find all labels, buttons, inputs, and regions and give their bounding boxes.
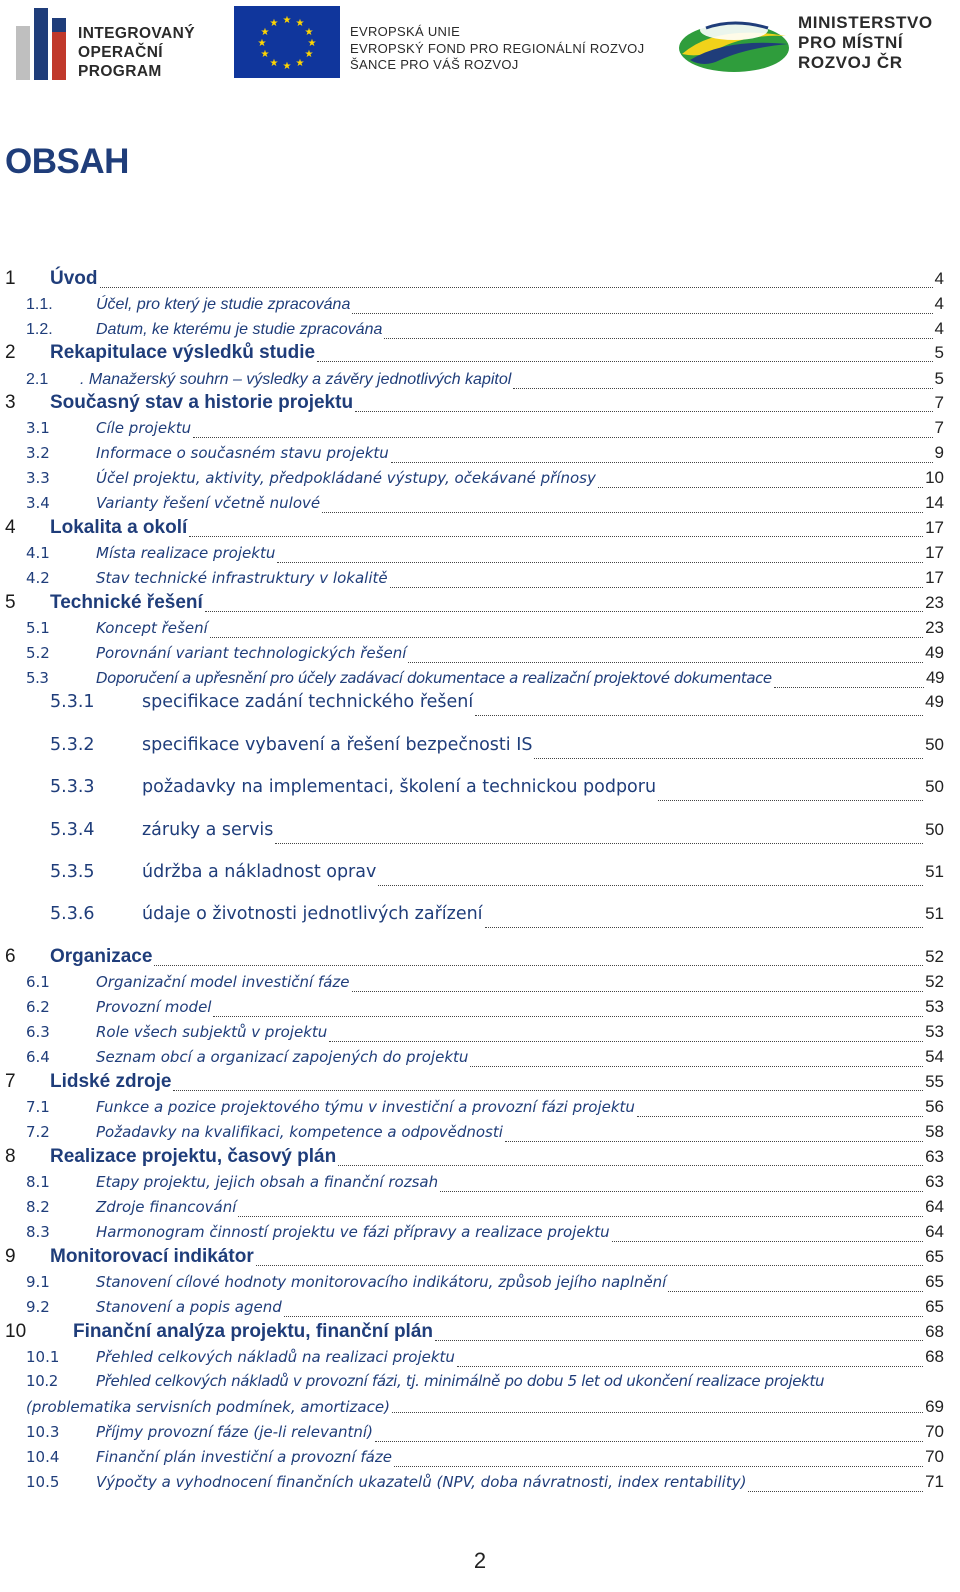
toc-title: Datum, ke kterému je studie zpracována	[96, 321, 383, 338]
toc-number: 6.2	[26, 998, 50, 1016]
toc-number: 2	[5, 342, 16, 363]
toc-title: údržba a nákladnost oprav	[142, 862, 377, 882]
toc-entry-8-1[interactable]	[0, 1172, 944, 1196]
eu-logo-text	[350, 24, 644, 74]
toc-entry-5-3-4[interactable]	[0, 820, 944, 848]
toc-page-number: 5	[934, 343, 944, 362]
toc-title: specifikace zadání technického řešení	[142, 692, 474, 712]
toc-page-number: 51	[925, 904, 944, 923]
svg-text:★: ★	[307, 38, 317, 49]
mmr-line-2: PRO MÍSTNÍ	[798, 33, 904, 52]
toc-number: 10.4	[26, 1448, 60, 1466]
toc-title: specifikace vybavení a řešení bezpečnosti IS	[142, 735, 533, 755]
toc-entry-4[interactable]	[0, 517, 944, 541]
toc-entry-5-3[interactable]	[0, 668, 944, 692]
toc-title: Cíle projektu	[96, 419, 192, 437]
toc-entry-10-5[interactable]	[0, 1472, 944, 1496]
toc-entry-5-3-5[interactable]	[0, 862, 944, 890]
toc-leader	[173, 1090, 923, 1091]
toc-number: 10	[5, 1321, 27, 1342]
svg-text:★: ★	[260, 27, 270, 38]
toc-page-number: 50	[925, 820, 944, 839]
toc-leader	[440, 1191, 923, 1192]
toc-leader	[384, 338, 932, 339]
toc-number: 5.3.1	[50, 692, 95, 712]
svg-text:★: ★	[282, 61, 292, 72]
toc-title: Porovnání variant technologických řešení	[96, 644, 407, 662]
iop-line-1: INTEGROVANÝ	[78, 25, 195, 42]
toc-entry-10-2[interactable]	[0, 1372, 944, 1422]
header-logos	[0, 0, 960, 90]
toc-leader	[338, 1165, 923, 1166]
toc-leader	[375, 1441, 923, 1442]
toc-leader	[470, 1066, 923, 1067]
toc-leader	[378, 885, 923, 886]
toc-entry-5-3-6[interactable]	[0, 904, 944, 932]
toc-number: 3.4	[26, 494, 50, 512]
toc-title: Lidské zdroje	[50, 1071, 172, 1092]
toc-page-number: 50	[925, 777, 944, 796]
toc-page-number: 4	[934, 319, 944, 338]
toc-number: 7.1	[26, 1098, 50, 1116]
iop-logo	[16, 8, 216, 80]
toc-entry-5-2[interactable]	[0, 643, 944, 667]
toc-entry-5[interactable]	[0, 592, 944, 616]
toc-page-number: 55	[925, 1072, 944, 1091]
toc-entry-5-3-3[interactable]	[0, 777, 944, 805]
toc-leader	[534, 758, 923, 759]
toc-page-number: 4	[934, 294, 944, 313]
toc-page-number: 51	[925, 862, 944, 881]
toc-page-number: 69	[925, 1397, 944, 1416]
toc-page-number: 70	[925, 1447, 944, 1466]
toc-title: Úvod	[50, 268, 98, 289]
toc-leader	[210, 637, 923, 638]
toc-entry-1[interactable]	[0, 268, 944, 292]
toc-entry-2[interactable]	[0, 342, 944, 366]
toc-page-number: 23	[925, 593, 944, 612]
toc-entry-5-1[interactable]	[0, 618, 944, 642]
toc-entry-3[interactable]	[0, 392, 944, 416]
toc-entry-5-3-1[interactable]	[0, 692, 944, 720]
toc-entry-3-1[interactable]	[0, 418, 944, 442]
toc-number: 1.1.	[26, 296, 53, 313]
toc-number: 4	[5, 517, 16, 538]
toc-leader	[322, 512, 923, 513]
toc-number: 3	[5, 392, 16, 413]
toc-leader	[513, 388, 932, 389]
toc-page-number: 4	[934, 269, 944, 288]
toc-entry-7-1[interactable]	[0, 1097, 944, 1121]
toc-leader	[355, 411, 932, 412]
toc-title: Role všech subjektů v projektu	[96, 1023, 328, 1041]
toc-entry-8[interactable]	[0, 1146, 944, 1170]
toc-leader	[284, 1316, 923, 1317]
toc-title: Finanční plán investiční a provozní fáze	[96, 1448, 392, 1466]
toc-title: údaje o životnosti jednotlivých zařízení	[142, 904, 483, 924]
iop-logo-icon	[16, 8, 72, 80]
toc-number: 8.2	[26, 1198, 50, 1216]
toc-title: Přehled celkových nákladů v provozní fázi, tj. minimálně po dobu 5 let od ukončení realizace projektu	[96, 1372, 825, 1390]
toc-number: 9.1	[26, 1273, 50, 1291]
toc-title: Funkce a pozice projektového týmu v investiční a provozní fázi projektu	[96, 1098, 635, 1116]
toc-title: požadavky na implementaci, školení a technickou podporu	[142, 777, 657, 797]
toc-number: 10.3	[26, 1423, 60, 1441]
toc-page-number: 17	[925, 568, 944, 587]
toc-leader	[189, 536, 923, 537]
toc-page-number: 7	[934, 418, 944, 437]
toc-title: Příjmy provozní fáze (je-li relevantní)	[96, 1423, 373, 1441]
toc-leader	[505, 1141, 923, 1142]
toc-entry-1-1[interactable]	[0, 294, 944, 318]
toc-title: . Manažerský souhrn – výsledky a závěry jednotlivých kapitol	[80, 371, 512, 388]
toc-leader	[485, 927, 924, 928]
toc-number: 3.2	[26, 444, 50, 462]
toc-title: záruky a servis	[142, 820, 274, 840]
toc-number: 5.3.5	[50, 862, 95, 882]
toc-title: Provozní model	[96, 998, 212, 1016]
toc-leader	[394, 1466, 923, 1467]
toc-number: 10.2	[26, 1372, 58, 1390]
svg-text:★: ★	[269, 58, 279, 69]
toc-number: 5.3.4	[50, 820, 95, 840]
toc-title: Organizační model investiční fáze	[96, 973, 350, 991]
toc-number: 5.1	[26, 619, 50, 637]
toc-page-number: 65	[925, 1272, 944, 1291]
toc-entry-9[interactable]	[0, 1246, 944, 1270]
toc-page-number: 53	[925, 1022, 944, 1041]
toc-number: 7.2	[26, 1123, 50, 1141]
toc-number: 5	[5, 592, 16, 613]
toc-title: Stanovení a popis agend	[96, 1298, 282, 1316]
toc-page-number: 54	[925, 1047, 944, 1066]
toc-page-number: 50	[925, 735, 944, 754]
toc-leader	[668, 1291, 923, 1292]
toc-page-number: 9	[934, 443, 944, 462]
svg-text:★: ★	[260, 49, 270, 60]
toc-title: Harmonogram činností projektu ve fázi přípravy a realizace projektu	[96, 1223, 610, 1241]
toc-leader	[277, 562, 923, 563]
toc-number: 1.2.	[26, 321, 53, 338]
toc-entry-6-2[interactable]	[0, 997, 944, 1021]
toc-page-number: 64	[925, 1222, 944, 1241]
toc-title: Seznam obcí a organizací zapojených do projektu	[96, 1048, 469, 1066]
toc-number: 6	[5, 946, 16, 967]
toc-page-number: 49	[925, 692, 944, 711]
toc-number: 6.1	[26, 973, 50, 991]
toc-number: 9.2	[26, 1298, 50, 1316]
page-title: OBSAH	[5, 142, 129, 181]
toc-title: Monitorovací indikátor	[50, 1246, 254, 1267]
toc-number: 5.3.3	[50, 777, 95, 797]
toc-page-number: 63	[925, 1172, 944, 1191]
toc-number: 5.2	[26, 644, 50, 662]
toc-entry-10-1[interactable]	[0, 1347, 944, 1371]
toc-number: 5.3	[26, 669, 49, 687]
toc-number: 9	[5, 1246, 16, 1267]
toc-title: Výpočty a vyhodnocení finančních ukazatelů (NPV, doba návratnosti, index rentability)	[96, 1473, 747, 1491]
toc-title: Stanovení cílové hodnoty monitorovacího indikátoru, způsob jejího naplnění	[96, 1273, 667, 1291]
toc-title: Varianty řešení včetně nulové	[96, 494, 321, 512]
mmr-line-3: ROZVOJ ČR	[798, 53, 903, 72]
toc-page-number: 5	[934, 369, 944, 388]
toc-number: 10.5	[26, 1473, 60, 1491]
toc-number: 4.1	[26, 544, 50, 562]
toc-entry-4-2[interactable]	[0, 568, 944, 592]
toc-entry-9-2[interactable]	[0, 1297, 944, 1321]
toc-leader	[193, 437, 932, 438]
toc-entry-10-4[interactable]	[0, 1447, 944, 1471]
toc-title: Stav technické infrastruktury v lokalitě	[96, 569, 388, 587]
toc-leader	[598, 487, 923, 488]
toc-title: Organizace	[50, 946, 153, 967]
svg-text:★: ★	[295, 18, 305, 29]
toc-entry-10-3[interactable]	[0, 1422, 944, 1446]
toc-number: 5.3.6	[50, 904, 95, 924]
toc-page-number: 71	[925, 1472, 944, 1491]
toc-page-number: 68	[925, 1322, 944, 1341]
page-number: 2	[473, 1548, 487, 1573]
toc-page-number: 10	[925, 468, 944, 487]
toc-leader	[238, 1216, 923, 1217]
toc-leader	[352, 991, 924, 992]
toc-entry-line-1	[26, 1372, 824, 1390]
toc-page-number: 23	[925, 618, 944, 637]
toc-number: 1	[5, 268, 16, 289]
toc-entry-3-3[interactable]	[0, 468, 944, 492]
toc-title: Rekapitulace výsledků studie	[50, 342, 316, 363]
toc-entry-7[interactable]	[0, 1071, 944, 1095]
toc-title-continued: (problematika servisních podmínek, amortizace)	[26, 1398, 390, 1416]
toc-number: 8.3	[26, 1223, 50, 1241]
toc-page-number: 52	[925, 947, 944, 966]
toc-entry-7-2[interactable]	[0, 1122, 944, 1146]
toc-title: Finanční analýza projektu, finanční plán	[73, 1321, 434, 1342]
toc-leader	[392, 1412, 923, 1413]
toc-page-number: 70	[925, 1422, 944, 1441]
toc-leader	[213, 1016, 923, 1017]
toc-leader	[100, 287, 933, 288]
toc-title: Požadavky na kvalifikaci, kompetence a odpovědnosti	[96, 1123, 503, 1141]
toc-title: Místa realizace projektu	[96, 544, 276, 562]
toc-title: Doporučení a upřesnění pro účely zadávací dokumentace a realizační projektové dokumentace	[96, 669, 772, 687]
toc-page-number: 49	[925, 643, 944, 662]
iop-logo-text	[78, 24, 195, 81]
eu-line-1: EVROPSKÁ UNIE	[350, 24, 461, 39]
toc-entry-10[interactable]	[0, 1321, 944, 1345]
toc-title: Současný stav a historie projektu	[50, 392, 354, 413]
toc-number: 8	[5, 1146, 16, 1167]
toc-number: 10.1	[26, 1348, 60, 1366]
svg-text:★: ★	[304, 49, 314, 60]
toc-leader	[391, 462, 933, 463]
toc-leader	[457, 1366, 923, 1367]
mmr-line-1: MINISTERSTVO	[798, 13, 933, 32]
toc-title: Účel, pro který je studie zpracována	[96, 296, 351, 313]
svg-text:★: ★	[282, 15, 292, 26]
toc-number: 3.1	[26, 419, 50, 437]
eu-line-2: EVROPSKÝ FOND PRO REGIONÁLNÍ ROZVOJ	[350, 40, 645, 56]
mmr-logo-text	[798, 13, 933, 73]
toc-title: Informace o současném stavu projektu	[96, 444, 389, 462]
toc-number: 6.4	[26, 1048, 50, 1066]
toc-page-number: 64	[925, 1197, 944, 1216]
toc-number: 5.3.2	[50, 735, 95, 755]
toc-entry-8-2[interactable]	[0, 1197, 944, 1221]
toc-page-number: 17	[925, 518, 944, 537]
toc-page-number: 52	[925, 972, 944, 991]
svg-text:★: ★	[269, 18, 279, 29]
toc-entry-9-1[interactable]	[0, 1272, 944, 1296]
toc-leader	[748, 1491, 923, 1492]
svg-text:★: ★	[295, 58, 305, 69]
toc-number: 8.1	[26, 1173, 50, 1191]
toc-page-number: 56	[925, 1097, 944, 1116]
toc-page-number: 63	[925, 1147, 944, 1166]
toc-number: 6.3	[26, 1023, 50, 1041]
toc-leader	[637, 1116, 923, 1117]
toc-title: Zdroje financování	[96, 1198, 237, 1216]
toc-entry-6-3[interactable]	[0, 1022, 944, 1046]
toc-number: 4.2	[26, 569, 50, 587]
toc-entry-6[interactable]	[0, 946, 944, 970]
toc-title: Realizace projektu, časový plán	[50, 1146, 337, 1167]
toc-page-number: 7	[934, 393, 944, 412]
toc-entry-8-3[interactable]	[0, 1222, 944, 1246]
toc-leader	[390, 587, 923, 588]
toc-title: Etapy projektu, jejich obsah a finanční rozsah	[96, 1173, 439, 1191]
toc-page-number: 17	[925, 543, 944, 562]
toc-leader	[205, 611, 923, 612]
toc-page-number: 14	[925, 493, 944, 512]
toc-title: Účel projektu, aktivity, předpokládané výstupy, očekávané přínosy	[96, 469, 596, 487]
iop-line-3: PROGRAM	[78, 63, 162, 80]
toc-leader	[658, 800, 923, 801]
toc-number: 7	[5, 1071, 16, 1092]
toc-entry-6-4[interactable]	[0, 1047, 944, 1071]
toc-page-number: 65	[925, 1247, 944, 1266]
toc-entry-6-1[interactable]	[0, 972, 944, 996]
toc-entry-5-3-2[interactable]	[0, 735, 944, 763]
toc-leader	[317, 361, 932, 362]
toc-leader	[408, 662, 923, 663]
toc-entry-4-1[interactable]	[0, 543, 944, 567]
toc-entry-2-1[interactable]	[0, 369, 944, 393]
toc-title: Technické řešení	[50, 592, 203, 613]
eu-flag-icon	[234, 6, 340, 78]
toc-page-number: 49	[925, 668, 944, 687]
toc-title: Přehled celkových nákladů na realizaci projektu	[96, 1348, 455, 1366]
toc-leader	[612, 1241, 923, 1242]
toc-number: 3.3	[26, 469, 50, 487]
toc-number: 2.1	[26, 371, 49, 388]
toc-leader	[435, 1340, 923, 1341]
mmr-logo-icon	[676, 14, 792, 76]
svg-text:★: ★	[257, 38, 267, 49]
toc-entry-line-2	[26, 1397, 944, 1417]
toc-page-number: 65	[925, 1297, 944, 1316]
toc-leader	[154, 965, 923, 966]
toc-entry-1-2[interactable]	[0, 319, 944, 343]
toc-entry-3-4[interactable]	[0, 493, 944, 517]
toc-title: Koncept řešení	[96, 619, 208, 637]
toc-page-number: 53	[925, 997, 944, 1016]
toc-entry-3-2[interactable]	[0, 443, 944, 467]
toc-leader	[352, 313, 932, 314]
svg-text:★: ★	[304, 27, 314, 38]
toc-leader	[275, 843, 923, 844]
toc-page-number: 58	[925, 1122, 944, 1141]
toc-title: Lokalita a okolí	[50, 517, 188, 538]
toc-leader	[475, 715, 923, 716]
toc-page-number: 68	[925, 1347, 944, 1366]
iop-line-2: OPERAČNÍ	[78, 44, 164, 61]
eu-line-3: ŠANCE PRO VÁŠ ROZVOJ	[350, 57, 519, 72]
toc-leader	[256, 1265, 923, 1266]
toc-leader	[774, 687, 924, 688]
toc-leader	[329, 1041, 923, 1042]
